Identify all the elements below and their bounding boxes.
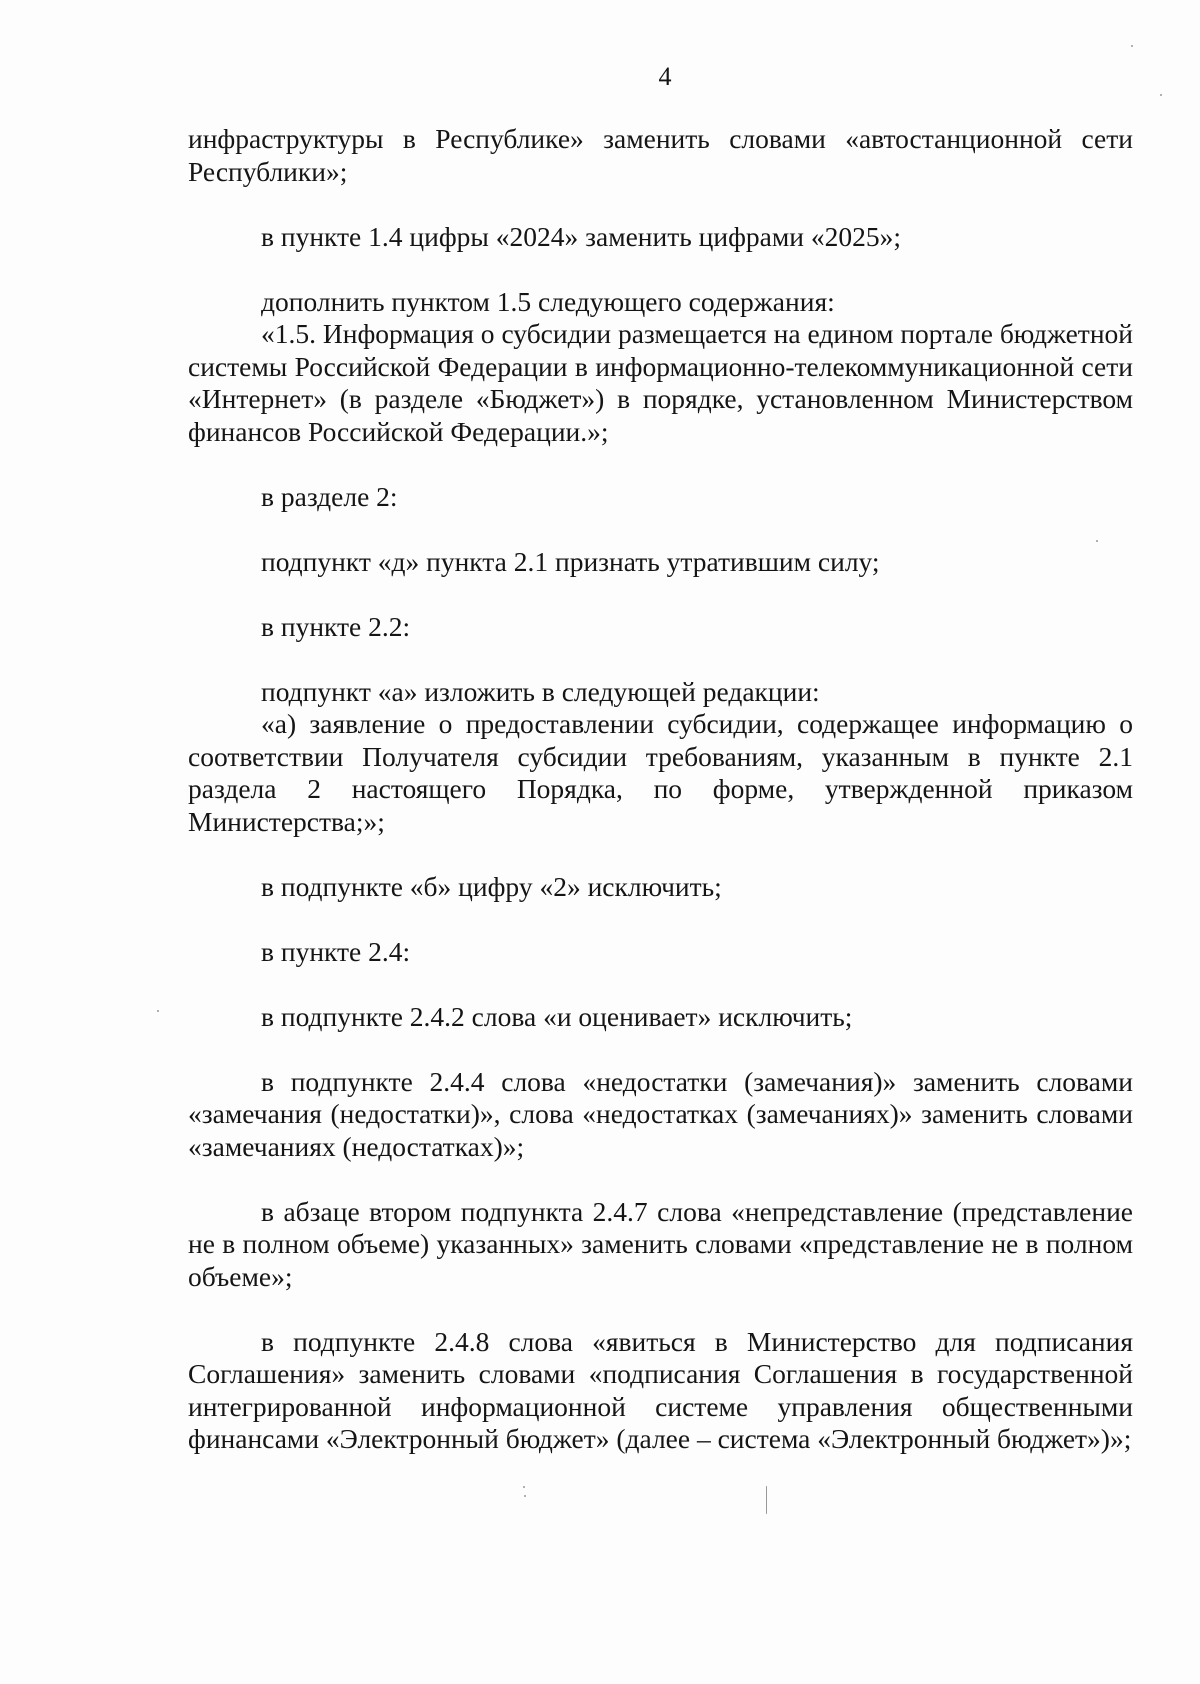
paragraph-item-2-4-7: в абзаце втором подпункта 2.4.7 слова «непредставление (представление не в полном объеме) указанных» заменить словами «представление не в полном объеме»; (188, 1195, 1133, 1292)
paragraph-item-2-4-8: в подпункте 2.4.8 слова «явиться в Министерство для подписания Соглашения» заменить словами «подписания Соглашения в государственной интегрированной информационной системе управления общественными финансами «Электронный бюджет» (далее – система «Электронный бюджет»)»; (188, 1325, 1133, 1454)
paragraph-quote-a: «а) заявление о предоставлении субсидии, содержащее информацию о соответствии Получателя субсидии требованиям, указанным в пункте 2.1 раздела 2 настоящего Порядка, по форме, утвержденной приказом Министерства;»; (188, 708, 1133, 837)
paragraph-section-2: в разделе 2: (261, 480, 398, 512)
paragraph-add-1-5: дополнить пунктом 1.5 следующего содержания: (261, 285, 835, 317)
paragraph-item-2-4-4: в подпункте 2.4.4 слова «недостатки (замечания)» заменить словами «замечания (недостатки)», слова «недостатках (замечаниях)» заменить словами «замечаниях (недостатках)»; (188, 1065, 1133, 1162)
paragraph-continuation: инфраструктуры в Республике» заменить словами «автостанционной сети Республики»; (188, 123, 1133, 187)
paragraph-subitem-b: в подпункте «б» цифру «2» исключить; (261, 870, 722, 902)
paragraph-item-2-1: подпункт «д» пункта 2.1 признать утратившим силу; (261, 545, 880, 577)
paragraph-item-2-4-2: в подпункте 2.4.2 слова «и оценивает» исключить; (261, 1000, 853, 1032)
paragraph-item-1-4: в пункте 1.4 цифры «2024» заменить цифрами «2025»; (261, 220, 902, 252)
paragraph-item-2-4: в пункте 2.4: (261, 935, 411, 967)
paragraph-item-2-2: в пункте 2.2: (261, 610, 411, 642)
paragraph-quote-1-5: «1.5. Информация о субсидии размещается на едином портале бюджетной системы Российской Федерации в информационно-телекоммуникационной сети «Интернет» (в разделе «Бюджет») в порядке, установленном Министерством финансов Российской Федерации.»; (188, 318, 1133, 447)
page-number: 4 (658, 62, 672, 91)
paragraph-subitem-a: подпункт «а» изложить в следующей редакции: (261, 675, 820, 707)
document-body (188, 123, 1133, 1456)
